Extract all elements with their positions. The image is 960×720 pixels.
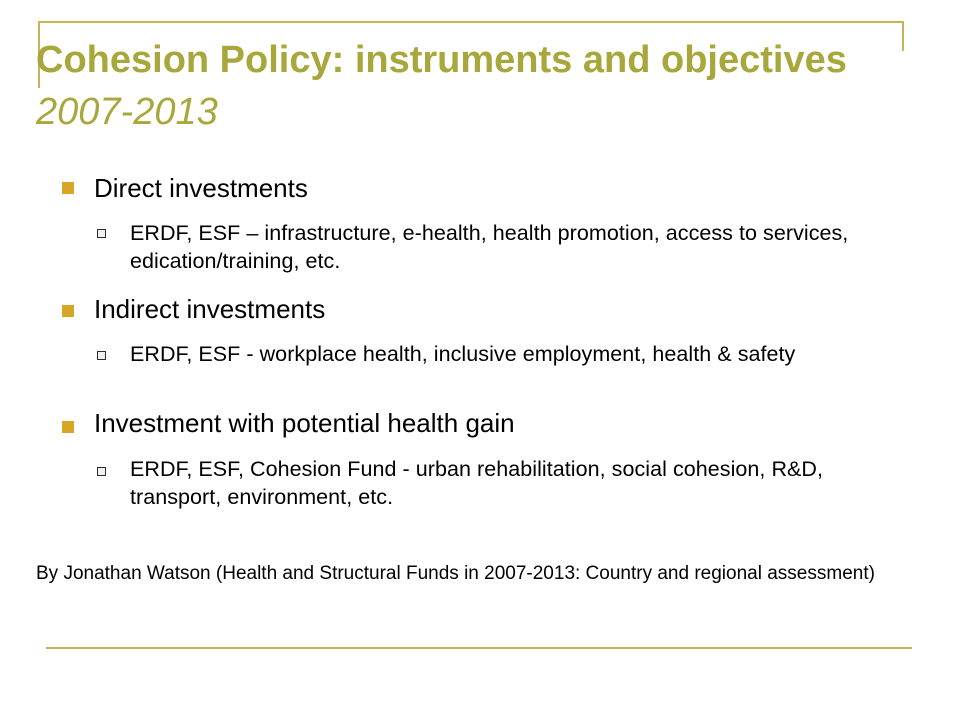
filled-square-icon <box>62 421 74 433</box>
filled-square-icon <box>62 305 74 317</box>
filled-square-icon <box>62 182 74 194</box>
item-heading-potential: Investment with potential health gain <box>94 408 515 438</box>
item-detail-direct: ERDF, ESF – infrastructure, e-health, health promotion, access to services, edication/training, etc. <box>130 221 849 273</box>
title-main-text: Cohesion Policy: instruments and objectives <box>36 39 847 81</box>
attribution-text: By Jonathan Watson (Health and Structural Funds in 2007-2013: Country and regional assessment) <box>36 563 875 584</box>
hollow-square-icon <box>97 229 106 238</box>
item-heading-direct: Direct investments <box>94 173 308 203</box>
item-detail-potential: ERDF, ESF, Cohesion Fund - urban rehabilitation, social cohesion, R&D, transport, environment, etc. <box>130 457 824 509</box>
hollow-square-icon <box>97 351 106 360</box>
item-detail-indirect: ERDF, ESF - workplace health, inclusive employment, health & safety <box>130 342 796 366</box>
hollow-square-icon <box>97 467 106 476</box>
bottom-decorative-rule <box>46 647 912 649</box>
item-heading-indirect: Indirect investments <box>94 294 326 324</box>
title-years-text: 2007-2013 <box>36 91 218 133</box>
